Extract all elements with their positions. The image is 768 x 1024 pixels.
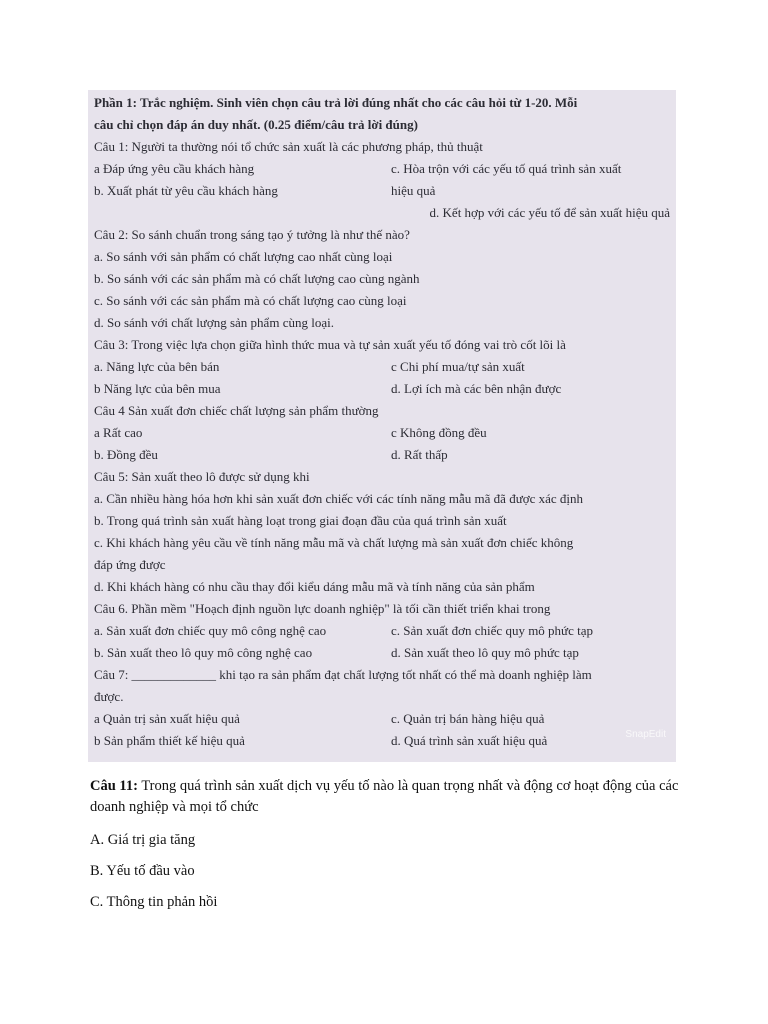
scan-line: [94, 115, 670, 135]
scan-line: [94, 489, 670, 509]
answer-option-b: B. Yếu tố đầu vào: [90, 863, 195, 879]
scan-line: [94, 423, 670, 443]
scan-line-text: Câu 1: Người ta thường nói tổ chức sản xuất là các phương pháp, thủ thuật: [94, 139, 483, 154]
scan-line: [94, 555, 670, 575]
scan-line-right-text: c. Sản xuất đơn chiếc quy mô phức tạp: [391, 623, 594, 638]
scan-line: [94, 467, 670, 487]
scan-line-text: c. So sánh với các sản phẩm mà có chất lượng cao cùng loại: [94, 293, 407, 308]
scan-line-right-text: hiệu quả: [391, 183, 436, 198]
scan-line-text: d. Kết hợp với các yếu tố để sản xuất hiệu quả: [429, 205, 670, 220]
watermark-text: SnapEdit: [625, 729, 666, 740]
scan-line-text: a. So sánh với sản phẩm có chất lượng cao nhất cùng loại: [94, 249, 393, 264]
scan-line: [94, 643, 670, 663]
scan-line: [94, 225, 670, 245]
scan-line: [94, 93, 670, 113]
scan-line-text: a. Năng lực của bên bán: [94, 359, 220, 374]
scan-line: [94, 181, 670, 201]
scan-line-text: a Rất cao: [94, 425, 143, 440]
scan-line: [94, 203, 670, 223]
scan-line-text: b. Xuất phát từ yêu cầu khách hàng: [94, 183, 278, 198]
scan-line-text: d. Khi khách hàng có nhu cầu thay đổi kiểu dáng mẫu mã và tính năng của sản phẩm: [94, 579, 535, 594]
scan-line: [94, 687, 670, 707]
scan-line-right-text: d. Lợi ích mà các bên nhận được: [391, 381, 562, 396]
scan-line-text: b Năng lực của bên mua: [94, 381, 221, 396]
question-text: Trong quá trình sản xuất dịch vụ yếu tố nào là quan trọng nhất và động cơ hoạt động của các doanh nghiệp và mọi tổ chức: [90, 778, 679, 815]
scan-line: [94, 599, 670, 619]
scan-line-text: được.: [94, 689, 124, 704]
scan-line-right-text: c. Hòa trộn với các yếu tố quá trình sản xuất: [391, 161, 622, 176]
scan-line-text: Câu 7: _____________ khi tạo ra sản phẩm đạt chất lượng tốt nhất có thể mà doanh nghiệp làm: [94, 667, 592, 682]
scan-line: [94, 335, 670, 355]
scan-line-text: a Quản trị sản xuất hiệu quả: [94, 711, 240, 726]
question-number: Câu 11:: [90, 778, 138, 794]
scan-line-text: Câu 4 Sản xuất đơn chiếc chất lượng sản phẩm thường: [94, 403, 379, 418]
scan-line-text: Câu 6. Phần mềm "Hoạch định nguồn lực doanh nghiệp" là tối cần thiết triển khai trong: [94, 601, 551, 616]
scan-line: [94, 269, 670, 289]
scan-line: [94, 709, 670, 729]
scan-line-text: b Sản phẩm thiết kế hiệu quả: [94, 733, 245, 748]
scan-line: [94, 379, 670, 399]
scan-line-text: a Đáp ứng yêu cầu khách hàng: [94, 161, 255, 176]
scan-line-text: b. So sánh với các sản phẩm mà có chất lượng cao cùng ngành: [94, 271, 420, 286]
scan-line: [94, 445, 670, 465]
scan-line-right-text: c Không đồng đều: [391, 425, 487, 440]
scan-line: [94, 577, 670, 597]
scan-line: [94, 357, 670, 377]
scan-line: [94, 159, 670, 179]
scan-line-text: Câu 3: Trong việc lựa chọn giữa hình thức mua và tự sản xuất yếu tố đóng vai trò cốt lõi là: [94, 337, 566, 352]
scan-line-text: Câu 2: So sánh chuẩn trong sáng tạo ý tưởng là như thế nào?: [94, 227, 410, 242]
scan-line-text: a. Cần nhiều hàng hóa hơn khi sản xuất đơn chiếc với các tính năng mẫu mã đã được xác định: [94, 491, 584, 506]
scan-line-right-text: d. Sản xuất theo lô quy mô phức tạp: [391, 645, 579, 660]
scan-line-text: b. Sản xuất theo lô quy mô công nghệ cao: [94, 645, 313, 660]
scan-line-text: Phần 1: Trắc nghiệm. Sinh viên chọn câu trả lời đúng nhất cho các câu hỏi từ 1-20. Mỗi: [94, 95, 578, 110]
scan-line: [94, 621, 670, 641]
scan-line: [94, 511, 670, 531]
answer-option-c: C. Thông tin phản hồi: [90, 894, 218, 910]
scan-line: [94, 665, 670, 685]
scan-line-text: b. Đồng đều: [94, 447, 158, 462]
scan-line: [94, 533, 670, 553]
scan-line: [94, 247, 670, 267]
scan-line-right-text: c. Quản trị bán hàng hiệu quả: [391, 711, 545, 726]
scan-line: [94, 401, 670, 421]
question-11: [90, 776, 690, 818]
scan-line-text: Câu 5: Sản xuất theo lô được sử dụng khi: [94, 469, 310, 484]
scan-line: [94, 291, 670, 311]
scan-line-text: c. Khi khách hàng yêu cầu về tính năng mẫu mã và chất lượng mà sản xuất đơn chiếc không: [94, 535, 574, 550]
scan-line-text: câu chỉ chọn đáp án duy nhất. (0.25 điểm/câu trả lời đúng): [94, 117, 418, 132]
scan-line-text: a. Sản xuất đơn chiếc quy mô công nghệ cao: [94, 623, 327, 638]
scanned-exam-photo: [88, 90, 676, 762]
scan-line-right-text: d. Rất thấp: [391, 447, 448, 462]
answer-option-a: A. Giá trị gia tăng: [90, 832, 196, 848]
scan-line: [94, 137, 670, 157]
scan-line: [94, 731, 670, 751]
scan-line-right-text: c Chi phí mua/tự sản xuất: [391, 359, 525, 374]
scan-line: [94, 313, 670, 333]
scan-line-text: d. So sánh với chất lượng sản phẩm cùng loại.: [94, 315, 334, 330]
scan-line-text: đáp ứng được: [94, 557, 166, 572]
scan-line-text: b. Trong quá trình sản xuất hàng loạt trong giai đoạn đầu của quá trình sản xuất: [94, 513, 507, 528]
scan-line-right-text: d. Quá trình sản xuất hiệu quả: [391, 733, 548, 748]
